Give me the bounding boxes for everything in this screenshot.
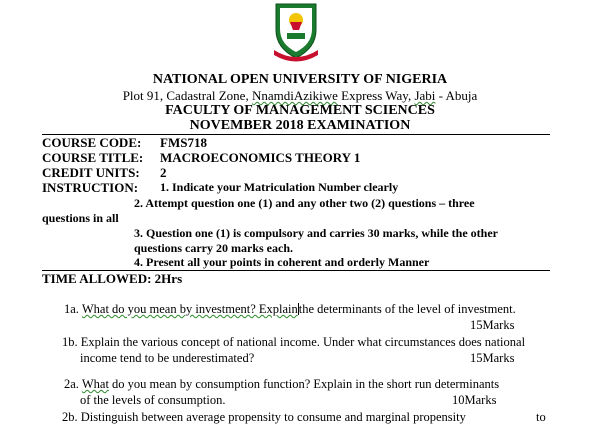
course-code-label: COURSE CODE: xyxy=(42,135,142,150)
instruction-label: INSTRUCTION: xyxy=(42,180,139,195)
faculty-name: FACULTY OF MANAGEMENT SCIENCES xyxy=(165,103,435,118)
question-1b-line1: 1b. Explain the various concept of national income. Under what circumstances does national xyxy=(62,335,526,349)
question-1b-marks: 15Marks xyxy=(470,351,515,365)
course-title-value: MACROECONOMICS THEORY 1 xyxy=(160,150,361,165)
instruction-3: 3. Question one (1) is compulsory and carries 30 marks, while the other xyxy=(134,226,498,240)
credit-units-value: 2 xyxy=(160,165,167,180)
course-code-value: FMS718 xyxy=(160,135,207,150)
university-name: NATIONAL OPEN UNIVERSITY OF NIGERIA xyxy=(152,72,448,87)
question-1b-line2: income tend to be underestimated? xyxy=(80,351,255,365)
question-2b-to: to xyxy=(536,410,546,424)
instruction-3-cont: questions carry 20 marks each. xyxy=(134,241,293,255)
question-2a-line1: 2a. What do you mean by consumption function? Explain in the short run determinants xyxy=(64,377,500,391)
instruction-2-cont: questions in all xyxy=(42,211,119,225)
instruction-2: 2. Attempt question one (1) and any other two (2) questions – three xyxy=(134,196,475,210)
question-2a-marks: 10Marks xyxy=(452,393,497,407)
time-allowed: TIME ALLOWED: 2Hrs xyxy=(42,271,183,286)
question-1a-marks: 15Marks xyxy=(470,318,515,332)
question-2b-line1: 2b. Distinguish between average propensity to consume and marginal propensity xyxy=(62,410,466,424)
credit-units-label: CREDIT UNITS: xyxy=(42,165,140,180)
university-address: Plot 91, Cadastral Zone, NnamdiAzikiwe Express Way, Jabi - Abuja xyxy=(122,88,478,103)
question-2a-line2: of the levels of consumption. xyxy=(80,393,226,407)
course-title-label: COURSE TITLE: xyxy=(42,150,144,165)
instruction-4: 4. Present all your points in coherent and orderly Manner xyxy=(134,255,430,269)
exam-title: NOVEMBER 2018 EXAMINATION xyxy=(189,118,411,133)
instruction-1: 1. Indicate your Matriculation Number clearly xyxy=(160,180,399,194)
question-1a: 1a. What do you mean by investment? Explainthe determinants of the level of investment. xyxy=(64,302,516,316)
university-crest-icon xyxy=(268,0,324,62)
